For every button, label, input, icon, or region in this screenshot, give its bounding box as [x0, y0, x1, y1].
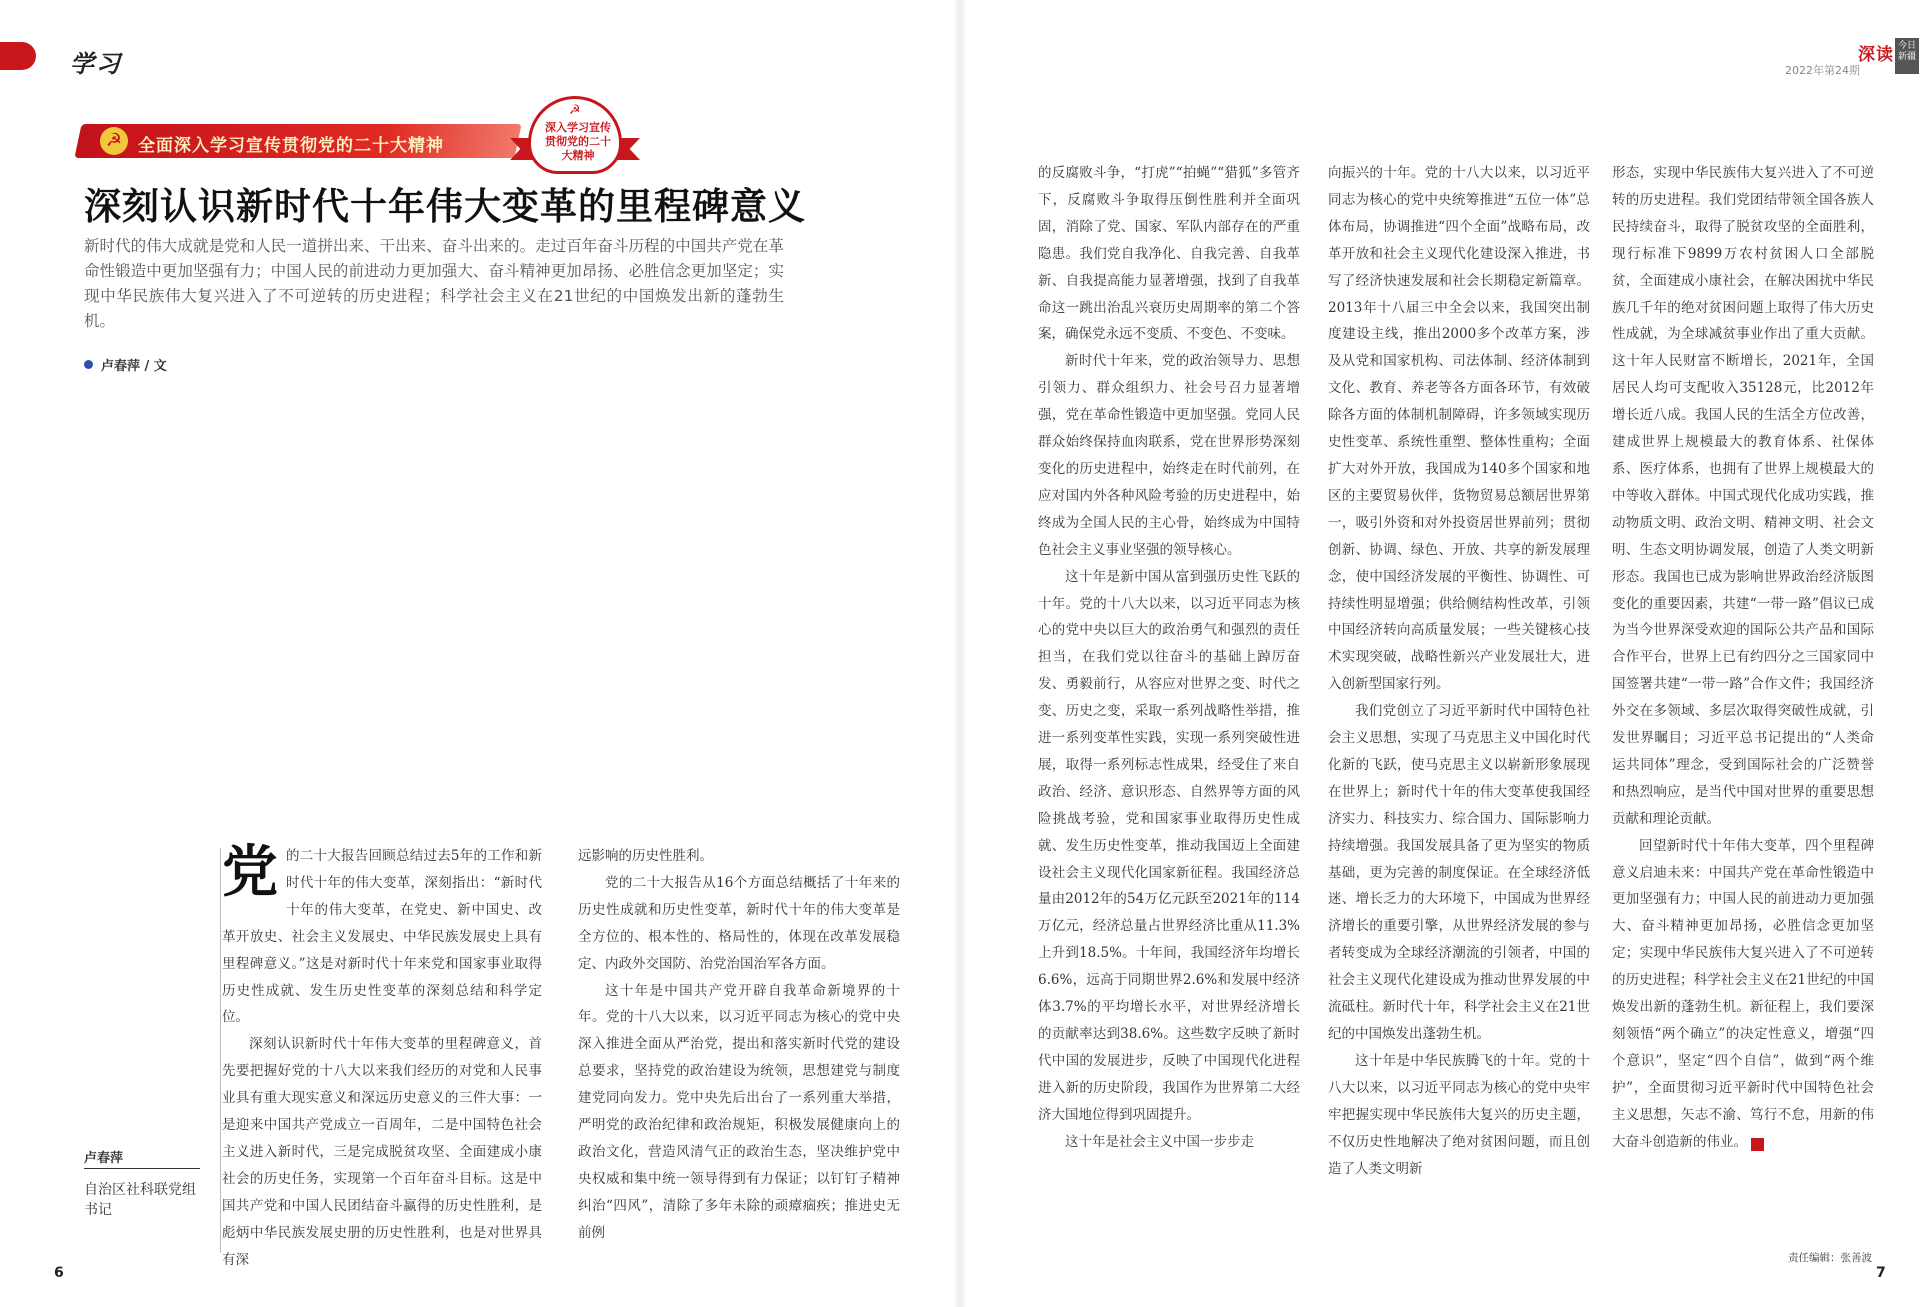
page-number-right: 7 [1876, 1265, 1886, 1281]
paragraph-text: 的二十大报告回顾总结过去5年的工作和新时代十年的伟大变革，深刻指出：“新时代十年的伟大变革，在党史、新中国史、改革开放史、社会主义发展史、中华民族发展史上具有里程碑意义。”这是对新时代十年来党和国家事业取得历史性成就、发生历史性变革的深刻总结和科学定位。 [222, 848, 542, 1026]
seal-circle [528, 96, 622, 174]
end-mark-icon: J [1751, 1138, 1764, 1151]
byline-text: 卢春萍 / 文 [101, 359, 167, 374]
issue-info: 2022年第24期 [1785, 64, 1860, 77]
paragraph: 远影响的历史性胜利。 [578, 848, 713, 864]
paragraph: 向振兴的十年。党的十八大以来，以习近平同志为核心的党中央统筹推进“五位一体”总体布局，协调推进“四个全面”战略布局，改革开放和社会主义现代化建设深入推进，书写了经济快速发展和社会长期稳定新篇章。2013年十八届三中全会以来，我国突出制度建设主线，推出2000多个改革方案，涉及从党和国家机构、司法体制、经济体制到文化、教育、养老等各方面各环节，有效破除各方面的体制机制障碍，许多领域实现历史性变革、系统性重塑、整体性重构；全面扩大对外开放，我国成为140多个国家和地区的主要贸易伙伴，货物贸易总额居世界第一，吸引外资和对外投资居世界前列；贯彻创新、协调、绿色、开放、共享的新发展理念，使中国经济发展的平衡性、协调性、可持续性明显增强；供给侧结构性改革，引领中国经济转向高质量发展；一些关键核心技术实现突破，战略性新兴产业发展壮大，进入创新型国家行列。 [1328, 165, 1590, 693]
section-tab-marker [0, 42, 36, 70]
byline-dot-icon [84, 360, 93, 369]
author-divider [84, 1168, 200, 1169]
paragraph-text: 回望新时代十年伟大变革，四个里程碑意义启迪未来：中国共产党在革命性锻造中更加坚强有力；中国人民的前进动力更加强大、奋斗精神更加昂扬，必胜信念更加坚定；实现中华民族伟大复兴进入了不可逆转的历史进程；科学社会主义在21世纪的中国焕发出新的蓬勃生机。新征程上，我们要深刻领悟“两个确立”的决定性意义，增强“四个意识”，坚定“四个自信”，做到“两个维护”，全面贯彻习近平新时代中国特色社会主义思想，矢志不渝、笃行不怠，用新的伟大奋斗创造新的伟业。 [1612, 837, 1874, 1150]
section-label: 学习 [70, 50, 122, 78]
paragraph [1612, 833, 1874, 1156]
campaign-banner-text: 全面深入学习宣传贯彻党的二十大精神 [138, 136, 444, 156]
body-column-1 [222, 839, 542, 1274]
party-emblem-icon: ☭ [100, 127, 128, 155]
seal-emblem-icon: ☭ [569, 103, 581, 118]
page-gutter [953, 0, 967, 1307]
campaign-seal [510, 96, 640, 174]
article-byline [84, 355, 167, 374]
paragraph: 深刻认识新时代十年伟大变革的里程碑意义，首先要把握好党的十八大以来我们经历的对党和人民事业具有重大现实意义和深远历史意义的三件大事：一是迎来中国共产党成立一百周年，二是中国特色社会主义进入新时代，三是完成脱贫攻坚、全面建成小康社会的历史任务，实现第一个百年奋斗目标。这是中国共产党和中国人民团结奋斗赢得的历史性胜利，是彪炳中华民族发展史册的历史性胜利，也是对世界具有深 [222, 1036, 542, 1268]
body-column-4 [1328, 160, 1590, 1182]
paragraph: 形态，实现中华民族伟大复兴进入了不可逆转的历史进程。我们党团结带领全国各族人民持续奋斗，取得了脱贫攻坚的全面胜利，现行标准下9899万农村贫困人口全部脱贫，全面建成小康社会，在解决困扰中华民族几千年的绝对贫困问题上取得了伟大历史性成就，为全球减贫事业作出了重大贡献。这十年人民财富不断增长，2021年，全国居民人均可支配收入35128元，比2012年增长近八成。我国人民的生活全方位改善，建成世界上规模最大的教育体系、社保体系、医疗体系，也拥有了世界上规模最大的中等收入群体。中国式现代化成功实践，推动物质文明、政治文明、精神文明、社会文明、生态文明协调发展，创造了人类文明新形态。我国也已成为影响世界政治经济版图变化的重要因素，共建“一带一路”倡议已成为当今世界深受欢迎的国际公共产品和国际合作平台，世界上已有约四分之三国家同中国签署共建“一带一路”合作文件；我国经济外交在多领域、多层次取得突破性成就，引发世界瞩目；习近平总书记提出的“人类命运共同体”理念，受到国际社会的广泛赞誉和热烈响应，是当代中国对世界的重要思想贡献和理论贡献。 [1612, 165, 1874, 827]
author-title: 自治区社科联党组书记 [84, 1182, 196, 1218]
seal-text: 深入学习宣传贯彻党的二十大精神 [545, 121, 611, 162]
drop-cap: 党 [222, 839, 278, 905]
responsible-editor: 责任编辑：张善波 [1788, 1252, 1872, 1264]
paragraph: 的反腐败斗争，“打虎”“拍蝇”“猎狐”多管齐下，反腐败斗争取得压倒性胜利并全面巩固，消除了党、国家、军队内部存在的严重隐患。我们党自我净化、自我完善、自我革新、自我提高能力显著增强，找到了自我革命这一跳出治乱兴衰历史周期率的第二个答案，确保党永远不变质、不变色、不变味。 [1038, 165, 1300, 343]
paragraph: 党的二十大报告从16个方面总结概括了十年来的历史性成就和历史性变革，新时代十年的伟大变革是全方位的、根本性的、格局性的，体现在改革发展稳定、内政外交国防、治党治国治军各方面。 [578, 874, 900, 972]
paragraph: 我们党创立了习近平新时代中国特色社会主义思想，实现了马克思主义中国化时代化新的飞跃，使马克思主义以崭新形象展现在世界上；新时代十年的伟大变革使我国经济实力、科技实力、综合国力、国际影响力持续增强。我国发展具备了更为坚实的物质基础，更为完善的制度保证。在全球经济低迷、增长乏力的大环境下，中国成为世界经济增长的重要引擎，从世界经济发展的参与者转变成为全球经济潮流的引领者，中国的社会主义现代化建设成为推动世界发展的中流砥柱。新时代十年，科学社会主义在21世纪的中国焕发出蓬勃生机。 [1328, 703, 1590, 1042]
body-column-3 [1038, 160, 1300, 1156]
paragraph: 这十年是中华民族腾飞的十年。党的十八大以来，以习近平同志为核心的党中央牢牢把握实现中华民族伟大复兴的历史主题，不仅历史性地解决了绝对贫困问题，而且创造了人类文明新 [1328, 1052, 1590, 1177]
page-number-left: 6 [54, 1265, 64, 1281]
column-rule [220, 848, 221, 1253]
paragraph: 这十年是中国共产党开辟自我革命新境界的十年。党的十八大以来，以习近平同志为核心的党中央深入推进全面从严治党，提出和落实新时代党的建设总要求，坚持党的政治建设为统领，思想建党与制度建党同向发力。党中央先后出台了一系列重大举措，严明党的政治纪律和政治规矩，积极发展健康向上的政治文化，营造风清气正的政治生态，坚决维护党中央权威和集中统一领导得到有力保证；以钉钉子精神纠治“四风”，清除了多年未除的顽瘴痼疾；推进史无前例 [578, 982, 900, 1241]
magazine-logo: 深读 [1858, 45, 1894, 65]
magazine-badge: 今日新疆 [1895, 38, 1919, 74]
author-name: 卢春萍 [84, 1151, 124, 1166]
article-lede: 新时代的伟大成就是党和人民一道拼出来、干出来、奋斗出来的。走过百年奋斗历程的中国共产党在革命性锻造中更加坚强有力；中国人民的前进动力更加强大、奋斗精神更加昂扬、必胜信念更加坚定；实现中华民族伟大复兴进入了不可逆转的历史进程；科学社会主义在21世纪的中国焕发出新的蓬勃生机。 [84, 237, 784, 330]
body-column-2 [578, 843, 900, 1247]
paragraph: 这十年是新中国从富到强历史性飞跃的十年。党的十八大以来，以习近平同志为核心的党中央以巨大的政治勇气和强烈的责任担当，在我们党以往奋斗的基础上踔厉奋发、勇毅前行，从容应对世界之变、时代之变、历史之变，采取一系列战略性举措，推进一系列变革性实践，实现一系列突破性进展，取得一系列标志性成果，经受住了来自政治、经济、意识形态、自然界等方面的风险挑战考验，党和国家事业取得历史性成就、发生历史性变革，推动我国迈上全面建设社会主义现代化国家新征程。我国经济总量由2012年的54万亿元跃至2021年的114万亿元，经济总量占世界经济比重从11.3%上升到18.5%。十年间，我国经济年均增长6.6%，远高于同期世界2.6%和发展中经济体3.7%的平均增长水平，对世界经济增长的贡献率达到38.6%。这些数字反映了新时代中国的发展进步，反映了中国现代化进程进入新的历史阶段，我国作为世界第二大经济大国地位得到巩固提升。 [1038, 568, 1300, 1123]
article-title: 深刻认识新时代十年伟大变革的里程碑意义 [84, 185, 806, 228]
paragraph [222, 839, 542, 1031]
paragraph: 这十年是社会主义中国一步步走 [1065, 1133, 1254, 1150]
body-column-5 [1612, 160, 1874, 1156]
paragraph: 新时代十年来，党的政治领导力、思想引领力、群众组织力、社会号召力显著增强，党在革命性锻造中更加坚强。党同人民群众始终保持血肉联系，党在世界形势深刻变化的历史进程中，始终走在时代前列，在应对国内外各种风险考验的历史进程中，始终成为全国人民的主心骨，始终成为中国特色社会主义事业坚强的领导核心。 [1038, 353, 1300, 558]
